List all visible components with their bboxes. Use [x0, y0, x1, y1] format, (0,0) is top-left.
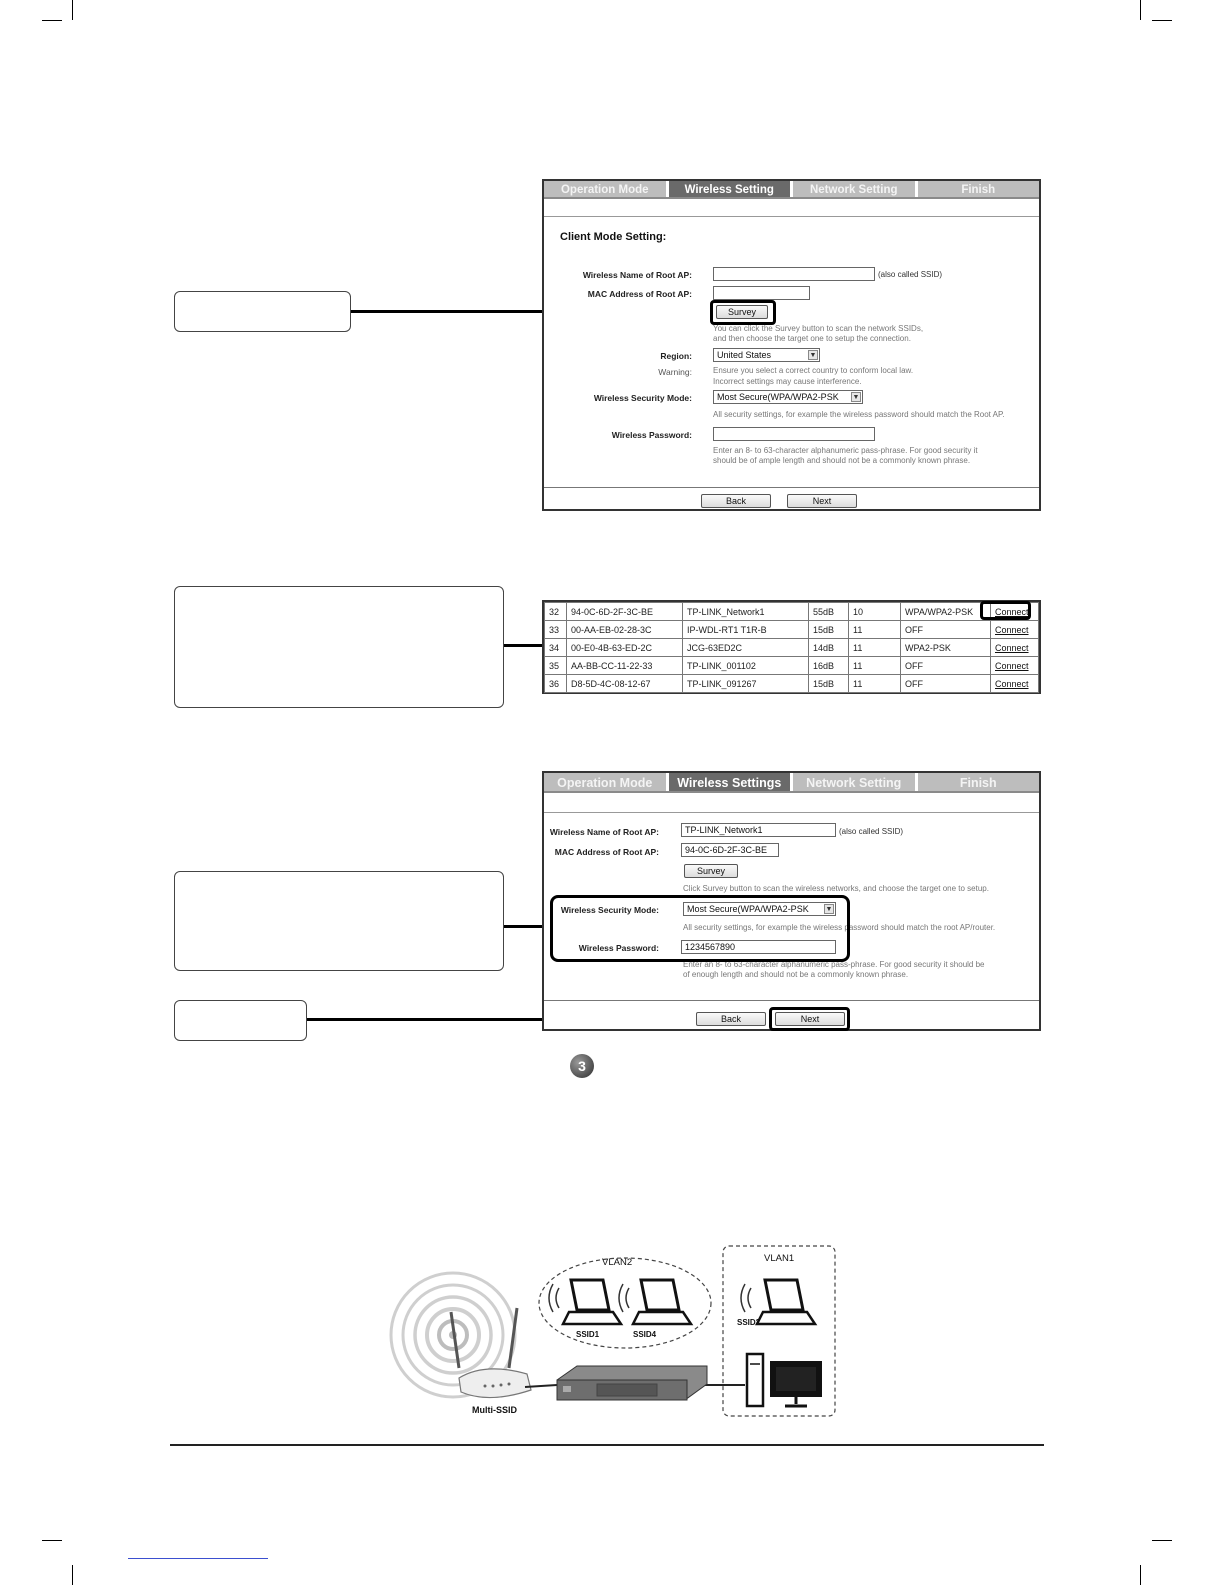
row-signal: 55dB — [809, 603, 849, 621]
client-mode-panel — [542, 179, 1041, 511]
tab-finish[interactable]: Finish — [961, 184, 996, 196]
wireless-settings-panel — [542, 771, 1041, 1031]
table-row — [545, 639, 1039, 657]
row-signal: 16dB — [809, 657, 849, 675]
footer-rule — [170, 1444, 1044, 1446]
tab-wireless-settings[interactable]: Wireless Settings — [669, 773, 794, 791]
ssid-input[interactable] — [713, 267, 875, 281]
ssid-note: (also called SSID) — [839, 827, 904, 836]
row-security: OFF — [901, 675, 991, 693]
security-mode-select[interactable] — [713, 390, 863, 404]
row-signal: 15dB — [809, 675, 849, 693]
warning-label: Warning: — [658, 367, 692, 377]
connect-highlight — [980, 601, 1031, 620]
back-button[interactable]: Back — [701, 494, 771, 508]
row-signal: 15dB — [809, 621, 849, 639]
back-button[interactable]: Back — [696, 1012, 766, 1026]
chevron-down-icon[interactable]: ▼ — [852, 394, 860, 401]
page-title: Client Mode Setting: — [560, 231, 667, 243]
survey-button[interactable]: Survey — [716, 305, 768, 319]
panel-footer-divider — [544, 487, 1039, 488]
row-security: WPA2-PSK — [901, 639, 991, 657]
row-id: 32 — [545, 603, 567, 621]
row-ssid: TP-LINK_001102 — [683, 657, 809, 675]
table-row — [545, 657, 1039, 675]
region-label: Region: — [660, 351, 692, 361]
callout-box-connect — [174, 586, 504, 708]
survey-note-2: and then choose the target one to setup the connection. — [713, 334, 911, 343]
survey-button[interactable]: Survey — [684, 864, 738, 878]
panel-subheader — [544, 793, 1039, 813]
chevron-down-icon[interactable]: ▼ — [809, 352, 817, 359]
callout-box-security — [174, 871, 504, 971]
survey-highlight — [710, 300, 776, 325]
desktop-pc-icon — [747, 1354, 821, 1406]
next-button[interactable]: Next — [775, 1012, 845, 1026]
ssid-input[interactable]: TP-LINK_Network1 — [681, 823, 836, 837]
row-security: OFF — [901, 621, 991, 639]
connect-link[interactable]: Connect — [991, 675, 1039, 693]
callout-box-next — [174, 1000, 307, 1041]
ssid4-label: SSID4 — [633, 1330, 657, 1339]
footer-link-underline — [128, 1558, 268, 1559]
crop-mark — [72, 1565, 73, 1585]
wizard-tabs — [544, 181, 1039, 199]
survey-note-1: You can click the Survey button to scan the network SSIDs, — [713, 324, 924, 333]
row-ssid: TP-LINK_Network1 — [683, 603, 809, 621]
password-label: Wireless Password: — [578, 943, 659, 953]
table-row — [545, 675, 1039, 693]
panel-footer-divider — [544, 1000, 1039, 1001]
crop-mark — [42, 20, 62, 21]
next-button[interactable]: Next — [787, 494, 857, 508]
row-ssid: JCG-63ED2C — [683, 639, 809, 657]
multi-ssid-label: Multi-SSID — [472, 1405, 517, 1415]
row-ssid: IP-WDL-RT1 T1R-B — [683, 621, 809, 639]
password-input[interactable]: 1234567890 — [681, 940, 836, 954]
row-channel: 11 — [849, 639, 901, 657]
crop-mark — [42, 1540, 62, 1541]
warning-note-2: Incorrect settings may cause interference. — [713, 377, 862, 386]
next-highlight — [769, 1007, 850, 1031]
row-channel: 10 — [849, 603, 901, 621]
security-mode-value: Most Secure(WPA/WPA2-PSK — [717, 392, 839, 402]
step-number-badge: 3 — [570, 1054, 594, 1078]
table-row — [545, 603, 1039, 621]
row-mac: AA-BB-CC-11-22-33 — [567, 657, 683, 675]
password-note-2: should be of ample length and should not be a commonly known phrase. — [713, 456, 971, 465]
ssid1-label: SSID1 — [576, 1330, 600, 1339]
ssid-note: (also called SSID) — [878, 270, 943, 279]
laptop-icon — [757, 1280, 815, 1324]
ssid-label: Wireless Name of Root AP: — [582, 270, 692, 280]
password-input[interactable] — [713, 427, 875, 441]
security-mode-label: Wireless Security Mode: — [593, 393, 692, 403]
row-id: 36 — [545, 675, 567, 693]
row-mac: 00-E0-4B-63-ED-2C — [567, 639, 683, 657]
tab-finish[interactable]: Finish — [959, 776, 997, 790]
ssid2-label: SSID2 — [737, 1318, 761, 1327]
row-security: OFF — [901, 657, 991, 675]
tab-network-setting[interactable]: Network Setting — [793, 181, 918, 197]
connect-link[interactable]: Connect — [991, 603, 1039, 621]
password-note-1: Enter an 8- to 63-character alphanumeric pass-phrase. For good security it — [713, 446, 978, 455]
panel-subheader — [544, 199, 1039, 217]
row-mac: 00-AA-EB-02-28-3C — [567, 621, 683, 639]
row-id: 35 — [545, 657, 567, 675]
tab-network-setting[interactable]: Network Setting — [793, 773, 918, 791]
row-channel: 11 — [849, 621, 901, 639]
row-ssid: TP-LINK_091267 — [683, 675, 809, 693]
connect-link[interactable]: Connect — [991, 639, 1039, 657]
table-row — [545, 621, 1039, 639]
crop-mark — [1152, 20, 1172, 21]
warning-note-1: Ensure you select a correct country to conform local law. — [713, 366, 914, 375]
tab-operation-mode[interactable]: Operation Mode — [544, 773, 669, 791]
region-value: United States — [717, 350, 772, 360]
survey-note: Click Survey button to scan the wireless networks, and choose the target one to setup. — [683, 884, 989, 893]
row-channel: 11 — [849, 657, 901, 675]
mac-label: MAC Address of Root AP: — [587, 289, 692, 299]
crop-mark — [1152, 1540, 1172, 1541]
ssid-label: Wireless Name of Root AP: — [549, 827, 659, 837]
router-icon — [451, 1308, 531, 1398]
callout-box-survey — [174, 291, 351, 332]
laptop-icon — [633, 1280, 691, 1324]
row-id: 33 — [545, 621, 567, 639]
security-mode-label: Wireless Security Mode: — [560, 905, 659, 915]
row-mac: 94-0C-6D-2F-3C-BE — [567, 603, 683, 621]
mac-input[interactable]: 94-0C-6D-2F-3C-BE — [681, 843, 779, 857]
security-note: All security settings, for example the wireless password should match the Root AP. — [713, 410, 1005, 419]
vlan2-label: VLAN2 — [602, 1257, 633, 1268]
crop-mark — [72, 0, 73, 20]
row-signal: 14dB — [809, 639, 849, 657]
password-note-2: of enough length and should not be a commonly known phrase. — [683, 970, 909, 979]
row-security: WPA/WPA2-PSK — [901, 603, 991, 621]
security-highlight — [550, 895, 850, 962]
mac-label: MAC Address of Root AP: — [554, 847, 659, 857]
switch-icon — [557, 1366, 707, 1400]
vlan1-label: VLAN1 — [764, 1253, 795, 1264]
row-id: 34 — [545, 639, 567, 657]
connect-link[interactable]: Connect — [991, 657, 1039, 675]
row-channel: 11 — [849, 675, 901, 693]
crop-mark — [1140, 1565, 1141, 1585]
password-note-1: Enter an 8- to 63-character alphanumeric pass-phrase. For good security it should be — [683, 960, 985, 969]
survey-results-table — [542, 600, 1041, 694]
security-mode-value: Most Secure(WPA/WPA2-PSK — [687, 904, 809, 914]
crop-mark — [1140, 0, 1141, 20]
region-select[interactable] — [713, 348, 820, 362]
tab-operation-mode[interactable]: Operation Mode — [544, 181, 669, 197]
laptop-icon — [563, 1280, 621, 1324]
wizard-tabs — [544, 773, 1039, 793]
row-mac: D8-5D-4C-08-12-67 — [567, 675, 683, 693]
connect-link[interactable]: Connect — [991, 621, 1039, 639]
chevron-down-icon[interactable]: ▼ — [825, 906, 833, 913]
security-note: All security settings, for example the wireless password should match the root AP/router. — [683, 923, 996, 932]
password-label: Wireless Password: — [611, 430, 692, 440]
mac-input[interactable] — [713, 286, 810, 300]
tab-wireless-setting[interactable]: Wireless Setting — [669, 181, 794, 197]
